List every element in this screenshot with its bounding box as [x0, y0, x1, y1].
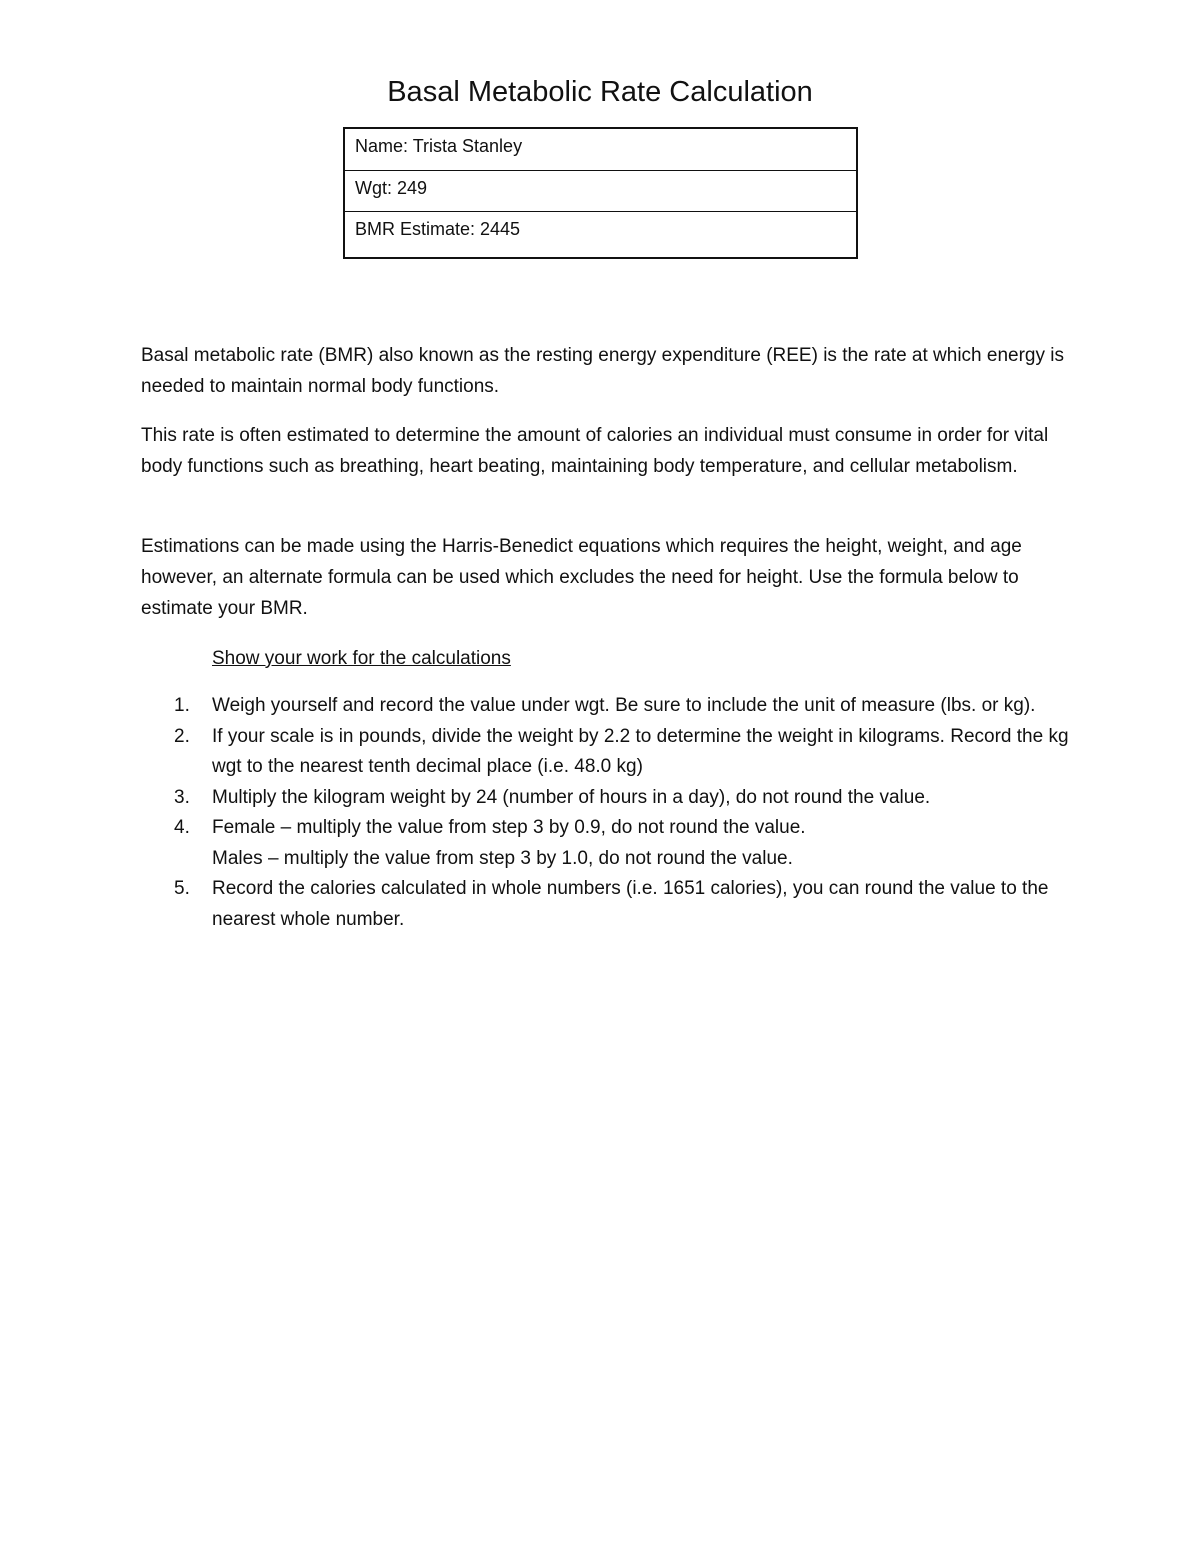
paragraph-text: Estimations can be made using the Harris-Benedict equations which requires the height, weight, and age however, an alternate formula can be used which excludes the need for height. Use the formula below to estimate your BMR.: [141, 536, 1022, 619]
paragraph-text: This rate is often estimated to determine the amount of calories an individual must consume in order for vital body functions such as breathing, heart beating, maintaining body temperature, and cellular metabolism.: [141, 425, 1049, 477]
step-item: [141, 874, 1071, 935]
step-number: 2.: [174, 725, 190, 747]
step-text: Weigh yourself and record the value under wgt. Be sure to include the unit of measure (lbs. or kg).: [212, 695, 1036, 716]
step-number: 4.: [174, 817, 190, 838]
step-item: [141, 722, 1071, 783]
formula-paragraph: [141, 531, 1071, 624]
intro-paragraph: [141, 340, 1071, 402]
paragraph-text: Basal metabolic rate (BMR) also known as the resting energy expenditure (REE) is the rate at which energy is needed to maintain normal body functions.: [141, 345, 1064, 397]
step-text-group: [212, 813, 1071, 874]
steps-list: [141, 691, 1071, 935]
step-text: Multiply the kilogram weight by 24 (number of hours in a day), do not round the value.: [212, 786, 931, 808]
step-text: Female – multiply the value from step 3 by 0.9, do not round the value.: [212, 817, 806, 838]
step-text-line2: Males – multiply the value from step 3 by 1.0, do not round the value.: [212, 847, 793, 869]
estimation-paragraph: [141, 420, 1071, 482]
weight-field: Wgt: 249: [345, 171, 856, 212]
step-text: If your scale is in pounds, divide the weight by 2.2 to determine the weight in kilograms. Record the kg wgt to the nearest tenth decimal place (i.e. 48.0 kg): [212, 725, 1069, 777]
step-number: 3.: [174, 786, 190, 808]
step-text: Record the calories calculated in whole numbers (i.e. 1651 calories), you can round the value to the nearest whole number.: [212, 878, 1049, 930]
step-item: [141, 691, 1071, 722]
show-work-heading: Show your work for the calculations: [212, 648, 511, 669]
name-field: Name: Trista Stanley: [345, 129, 856, 171]
bmr-estimate-field: BMR Estimate: 2445: [355, 219, 521, 239]
step-item: [141, 813, 1071, 874]
student-info-table: [343, 127, 858, 259]
step-number: 1.: [174, 695, 190, 716]
page-title: Basal Metabolic Rate Calculation: [387, 76, 813, 108]
step-number: 5.: [174, 878, 190, 899]
step-item: [141, 783, 1071, 814]
